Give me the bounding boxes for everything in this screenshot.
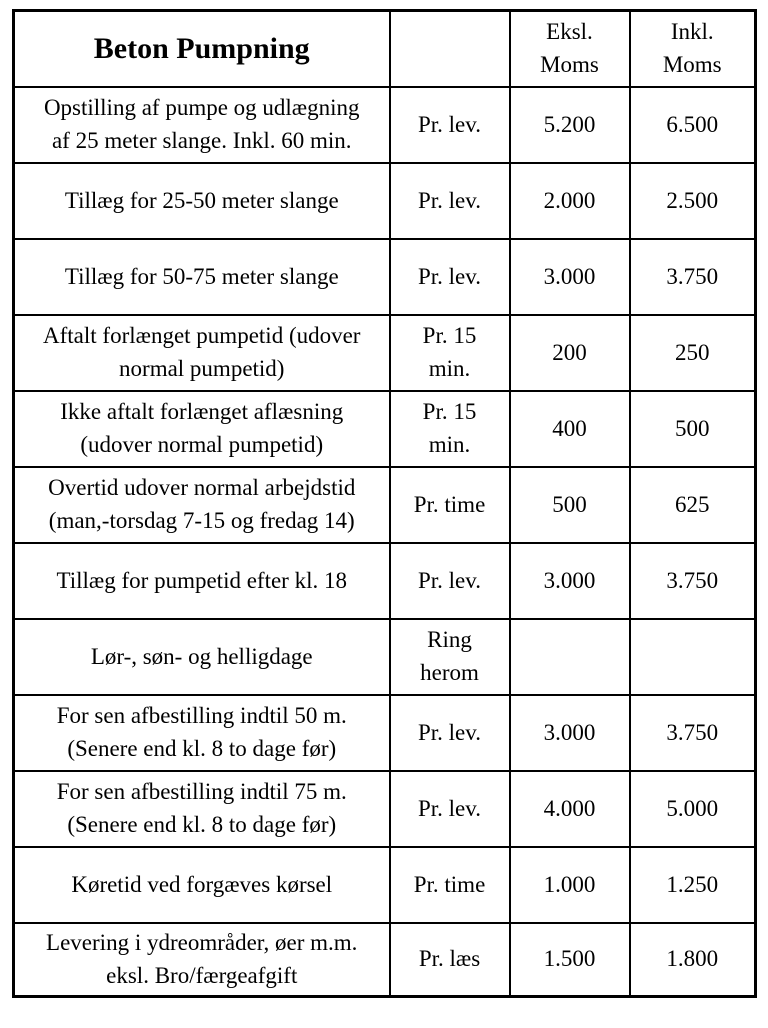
row-price-excl-vat <box>510 239 630 315</box>
row-unit <box>390 619 510 695</box>
row-unit <box>390 391 510 467</box>
header-unit-cell <box>390 11 510 88</box>
row-price-incl-vat <box>630 619 756 695</box>
row-description <box>14 847 390 923</box>
row-unit <box>390 771 510 847</box>
table-row <box>14 239 756 315</box>
row-price-incl-vat <box>630 239 756 315</box>
row-price-incl-vat-line1: 500 <box>675 415 710 441</box>
row-price-excl-vat-line1: 5.200 <box>543 111 596 137</box>
row-unit-line1: Pr. læs <box>418 946 481 972</box>
row-price-excl-vat <box>510 923 630 997</box>
row-price-incl-vat-line1: 2.500 <box>666 187 719 213</box>
row-price-incl-vat <box>630 847 756 923</box>
row-description <box>14 163 390 239</box>
row-description-line1: Tillæg for 25-50 meter slange <box>64 187 339 213</box>
row-price-incl-vat-line1: 3.750 <box>666 567 719 593</box>
row-price-incl-vat-line1: 1.250 <box>666 871 719 897</box>
row-unit-line1: Pr. lev. <box>417 719 482 745</box>
row-unit-line1: Pr. 15 <box>422 323 477 349</box>
row-description-line1: For sen afbestilling indtil 50 m. <box>56 703 347 729</box>
row-price-excl-vat-line1: 400 <box>552 415 587 441</box>
table-row <box>14 771 756 847</box>
row-price-excl-vat <box>510 619 630 695</box>
header-row <box>14 11 756 88</box>
row-description <box>14 239 390 315</box>
row-unit-line1: Pr. time <box>413 491 486 517</box>
row-price-incl-vat <box>630 87 756 163</box>
row-price-incl-vat-line1: 1.800 <box>666 946 719 972</box>
row-description <box>14 391 390 467</box>
row-description-line1: Køretid ved forgæves kørsel <box>71 871 333 897</box>
row-description-line1: Lør-, søn- og helligdage <box>90 643 313 669</box>
row-price-excl-vat <box>510 771 630 847</box>
row-price-incl-vat <box>630 923 756 997</box>
row-price-incl-vat-line1: 625 <box>675 491 710 517</box>
header-excl-line2: Moms <box>540 52 599 77</box>
table-row <box>14 695 756 771</box>
row-description <box>14 619 390 695</box>
row-price-excl-vat-line1: 200 <box>552 339 587 365</box>
row-unit-line2: min. <box>428 432 471 457</box>
row-price-excl-vat-line1: 1.500 <box>543 946 596 972</box>
table-row <box>14 391 756 467</box>
header-incl-line1: Inkl. <box>670 19 714 45</box>
row-price-incl-vat <box>630 467 756 543</box>
table-row <box>14 87 756 163</box>
row-unit <box>390 87 510 163</box>
row-description <box>14 315 390 391</box>
row-unit <box>390 239 510 315</box>
header-excl-line1: Eksl. <box>546 19 593 45</box>
row-price-excl-vat <box>510 163 630 239</box>
row-unit <box>390 543 510 619</box>
row-price-incl-vat-line1: 6.500 <box>666 111 719 137</box>
row-description-line1: For sen afbestilling indtil 75 m. <box>56 779 347 805</box>
row-unit <box>390 163 510 239</box>
row-description <box>14 467 390 543</box>
row-price-excl-vat-line1: 1.000 <box>543 871 596 897</box>
price-table <box>12 9 757 998</box>
row-description-line2: (Senere end kl. 8 to dage før) <box>67 812 337 837</box>
row-price-excl-vat-line1: 500 <box>552 491 587 517</box>
row-price-excl-vat-line1: 3.000 <box>543 263 596 289</box>
row-unit-line1: Pr. lev. <box>417 111 482 137</box>
table-row <box>14 923 756 997</box>
row-description <box>14 771 390 847</box>
row-price-incl-vat-line1: 5.000 <box>666 795 719 821</box>
row-description-line2: af 25 meter slange. Inkl. 60 min. <box>51 128 352 153</box>
row-price-incl-vat-line1: 3.750 <box>666 263 719 289</box>
row-unit-line2: min. <box>428 356 471 381</box>
row-description <box>14 923 390 997</box>
row-unit-line1: Pr. lev. <box>417 187 482 213</box>
row-description-line1: Tillæg for 50-75 meter slange <box>64 263 339 289</box>
row-price-incl-vat-line1: 250 <box>675 339 710 365</box>
row-description-line2: (man,-torsdag 7-15 og fredag 14) <box>48 508 355 533</box>
row-unit-line2: herom <box>420 660 479 685</box>
table-row <box>14 847 756 923</box>
row-price-excl-vat-line1: 3.000 <box>543 567 596 593</box>
table-row <box>14 619 756 695</box>
row-description-line2: (udover normal pumpetid) <box>80 432 324 457</box>
row-unit <box>390 847 510 923</box>
row-unit <box>390 923 510 997</box>
row-description-line1: Overtid udover normal arbejdstid <box>48 475 356 501</box>
row-unit-line1: Ring <box>427 627 472 653</box>
row-price-excl-vat <box>510 315 630 391</box>
row-price-excl-vat-line1: 2.000 <box>543 187 596 213</box>
row-unit-line1: Pr. time <box>413 871 486 897</box>
row-unit <box>390 695 510 771</box>
table-row <box>14 315 756 391</box>
row-price-incl-vat <box>630 771 756 847</box>
header-incl-vat <box>630 11 756 88</box>
row-price-incl-vat <box>630 391 756 467</box>
row-price-excl-vat <box>510 467 630 543</box>
row-unit <box>390 467 510 543</box>
row-price-excl-vat <box>510 87 630 163</box>
header-excl-vat <box>510 11 630 88</box>
row-price-incl-vat <box>630 695 756 771</box>
table-title: Beton Pumpning <box>14 11 390 88</box>
row-price-excl-vat <box>510 847 630 923</box>
row-unit-line1: Pr. lev. <box>417 795 482 821</box>
row-price-incl-vat <box>630 543 756 619</box>
row-description-line1: Opstilling af pumpe og udlægning <box>43 95 360 121</box>
row-price-incl-vat <box>630 163 756 239</box>
row-description <box>14 543 390 619</box>
row-description-line1: Tillæg for pumpetid efter kl. 18 <box>56 567 347 593</box>
table-row <box>14 543 756 619</box>
header-incl-line2: Moms <box>662 52 722 77</box>
row-unit-line1: Pr. lev. <box>417 263 482 289</box>
row-unit-line1: Pr. 15 <box>422 399 477 425</box>
row-description-line1: Levering i ydreområder, øer m.m. <box>46 929 358 955</box>
row-price-incl-vat-line1: 3.750 <box>666 719 719 745</box>
row-price-excl-vat <box>510 695 630 771</box>
row-description-line1: Ikke aftalt forlænget aflæsning <box>60 399 344 425</box>
row-price-excl-vat <box>510 543 630 619</box>
row-description <box>14 87 390 163</box>
row-description-line1: Aftalt forlænget pumpetid (udover <box>43 323 361 349</box>
row-unit-line1: Pr. lev. <box>417 567 482 593</box>
table-row <box>14 467 756 543</box>
row-description-line2: normal pumpetid) <box>119 356 285 381</box>
row-price-excl-vat <box>510 391 630 467</box>
row-price-incl-vat <box>630 315 756 391</box>
row-price-excl-vat-line1: 4.000 <box>543 795 596 821</box>
row-description-line2: eksl. Bro/færgeafgift <box>106 962 298 988</box>
row-price-excl-vat-line1: 3.000 <box>543 719 596 745</box>
row-unit <box>390 315 510 391</box>
row-description-line2: (Senere end kl. 8 to dage før) <box>67 736 337 761</box>
row-description <box>14 695 390 771</box>
table-row <box>14 163 756 239</box>
